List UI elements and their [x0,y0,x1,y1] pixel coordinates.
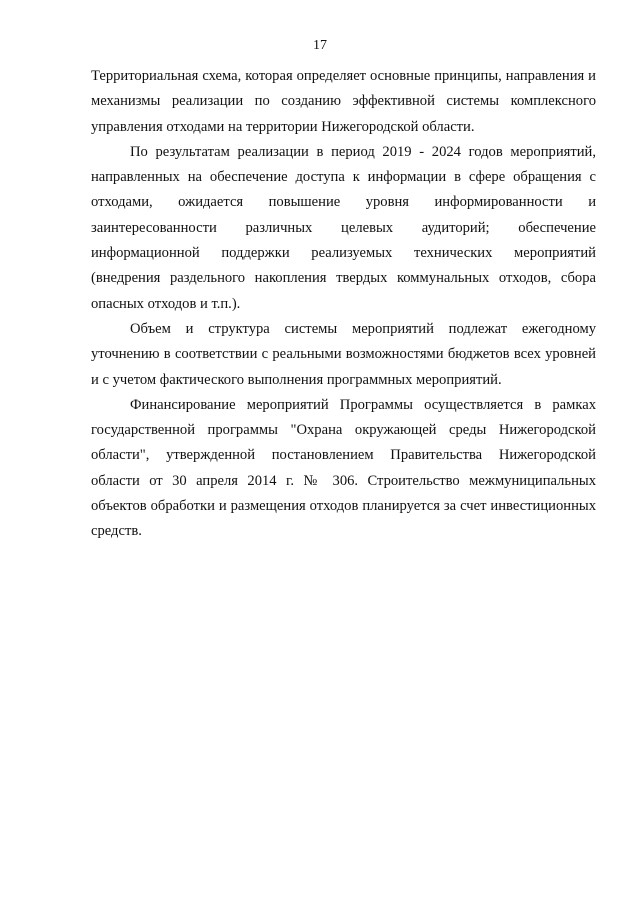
page-number: 17 [313,38,327,53]
paragraph-3: Объем и структура системы мероприятий подлежат ежегодному уточнению в соответствии с реальными возможностями бюджетов всех уровней и с учетом фактического выполнения программных мероприятий. [91,320,596,388]
paragraph-2: По результатам реализации в период 2019 - 2024 годов мероприятий, направленных на обеспечение доступа к информации в сфере обращения с отходами, ожидается повышение уровня информированности и заинтересованности различных целевых аудиторий; обеспечение информационной поддержки реализуемых технических мероприятий (внедрения раздельного накопления твердых коммунальных отходов, сбора опасных отходов и т.п.). [91,143,596,312]
document-body [91,64,596,545]
paragraph-1: Территориальная схема, которая определяет основные принципы, направления и механизмы реализации по созданию эффективной системы комплексного управления отходами на территории Нижегородской области. [91,68,596,135]
paragraph-4: Финансирование мероприятий Программы осуществляется в рамках государственной программы "Охрана окружающей среды Нижегородской области", утвержденной постановлением Правительства Нижегородской области от 30 апреля 2014 г. № 306. Строительство межмуниципальных объектов обработки и размещения отходов планируется за счет инвестиционных средств. [91,396,596,540]
